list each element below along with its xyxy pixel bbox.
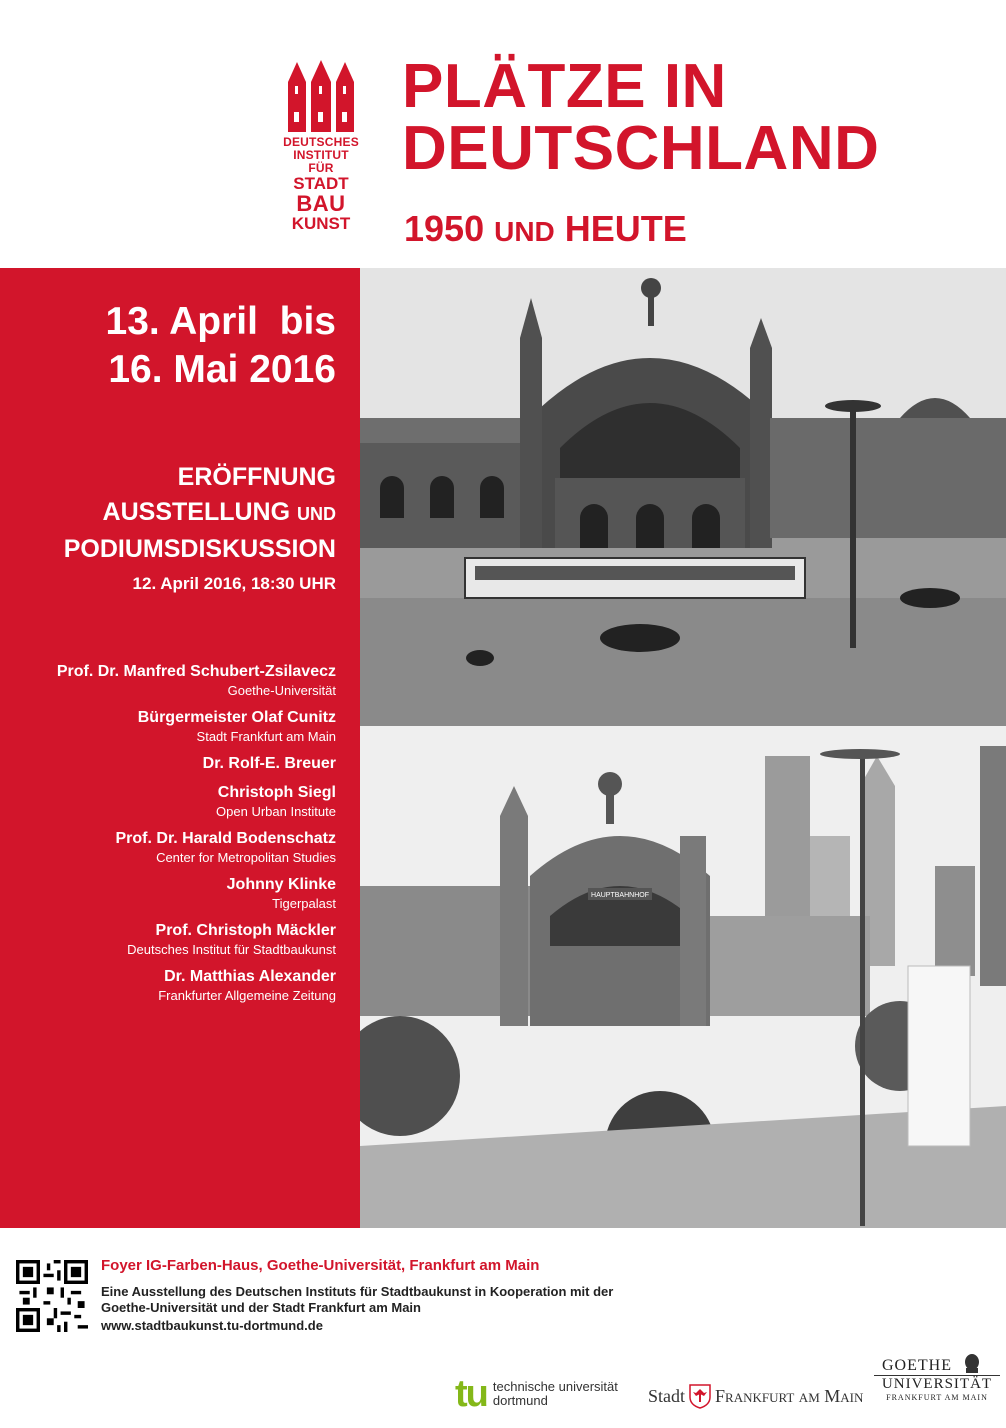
speaker-name: Bürgermeister Olaf Cunitz (137, 709, 336, 726)
speaker-affiliation: Open Urban Institute (216, 804, 336, 819)
speaker-name: Dr. Rolf-E. Breuer (202, 755, 336, 772)
logo-line-3: STADT (293, 174, 349, 193)
event-time: 12. April 2016, 18:30 UHR (132, 574, 336, 593)
venue-text: Foyer IG-Farben-Haus, Goethe-Universität, Frankfurt am Main (101, 1257, 540, 1274)
event-line-2-main: AUSSTELLUNG (102, 498, 291, 526)
dates-line-2: 16. Mai 2016 (108, 348, 336, 391)
goethe-line-2: UNIVERSITÄT (874, 1375, 1000, 1393)
website-link[interactable]: www.stadtbaukunst.tu-dortmund.de (101, 1318, 323, 1333)
speaker-list (0, 662, 336, 1013)
speaker-name: Christoph Siegl (217, 784, 336, 801)
speaker-entry (0, 921, 336, 958)
tu-name-line-1: technische universität (492, 1379, 618, 1394)
logo-line-4: BAU (296, 191, 346, 216)
subtitle-year: 1950 (404, 208, 485, 249)
exhibition-dates (106, 298, 336, 394)
description-line-1: Eine Ausstellung des Deutschen Instituts für Stadtbaukunst in Kooperation mit der (101, 1284, 614, 1299)
speaker-entry (0, 829, 336, 866)
speaker-entry (0, 708, 336, 745)
ffm-name: Frankfurt am Main (715, 1385, 864, 1406)
subtitle-und: UND (494, 216, 555, 247)
goethe-line-3: FRANKFURT AM MAIN (886, 1393, 988, 1402)
dates-line-1: 13. April bis (105, 300, 336, 343)
exhibition-description (101, 1284, 613, 1316)
speaker-affiliation: Frankfurter Allgemeine Zeitung (158, 988, 336, 1003)
speaker-name: Dr. Matthias Alexander (164, 968, 336, 985)
photo-today-station (360, 726, 1006, 1228)
title-line-1: PLÄTZE IN (402, 52, 727, 121)
three-towers-icon (286, 60, 356, 132)
speaker-affiliation: Tigerpalast (272, 896, 336, 911)
ffm-stadt: Stadt (648, 1385, 686, 1406)
speaker-entry (0, 967, 336, 1004)
speaker-affiliation: Deutsches Institut für Stadtbaukunst (127, 942, 336, 957)
speaker-entry (0, 875, 336, 912)
opening-event (64, 460, 336, 567)
photo-today-illustration (360, 726, 1006, 1228)
eagle-crest-icon (689, 1383, 711, 1409)
logo-line-2: INSTITUT FÜR (293, 148, 349, 175)
frankfurt-city-logo (648, 1383, 863, 1409)
event-line-1: ERÖFFNUNG (177, 463, 336, 491)
qr-code-icon[interactable] (16, 1260, 88, 1332)
goethe-portrait-icon (960, 1353, 984, 1373)
goethe-line-1: GOETHE (882, 1357, 952, 1374)
speaker-affiliation: Stadt Frankfurt am Main (196, 729, 336, 744)
speaker-name: Prof. Dr. Manfred Schubert-Zsilavecz (56, 663, 336, 680)
photo-1950-illustration (360, 268, 1006, 726)
tu-name (493, 1380, 618, 1408)
speaker-affiliation: Goethe-Universität (227, 683, 336, 698)
speaker-entry (0, 754, 336, 774)
subtitle-heute: HEUTE (564, 208, 687, 249)
speaker-name: Johnny Klinke (226, 876, 336, 893)
goethe-university-logo (874, 1357, 1000, 1402)
event-line-3: PODIUMSDISKUSSION (63, 535, 336, 563)
tu-dortmund-logo (455, 1375, 618, 1413)
tu-name-line-2: dortmund (492, 1393, 548, 1408)
event-line-2-und: UND (297, 504, 336, 524)
title-line-2: DEUTSCHLAND (402, 114, 880, 183)
speaker-entry (0, 662, 336, 699)
description-line-2: Goethe-Universität und der Stadt Frankfurt am Main (101, 1300, 421, 1315)
speaker-entry (0, 783, 336, 820)
logo-line-1: DEUTSCHES (283, 135, 359, 149)
institute-logo (282, 60, 360, 233)
hauptbahnhof-sign: HAUPTBAHNHOF (591, 892, 649, 899)
speaker-name: Prof. Dr. Harald Bodenschatz (115, 830, 336, 847)
event-line-2 (64, 495, 336, 532)
speaker-name: Prof. Christoph Mäckler (155, 922, 336, 939)
red-info-panel (0, 268, 360, 1228)
photo-1950-station (360, 268, 1006, 726)
poster-title (402, 52, 880, 183)
tu-mark: tu (455, 1373, 487, 1415)
poster-subtitle (404, 208, 687, 250)
logo-line-5: KUNST (291, 214, 351, 233)
speaker-affiliation: Center for Metropolitan Studies (156, 850, 336, 865)
